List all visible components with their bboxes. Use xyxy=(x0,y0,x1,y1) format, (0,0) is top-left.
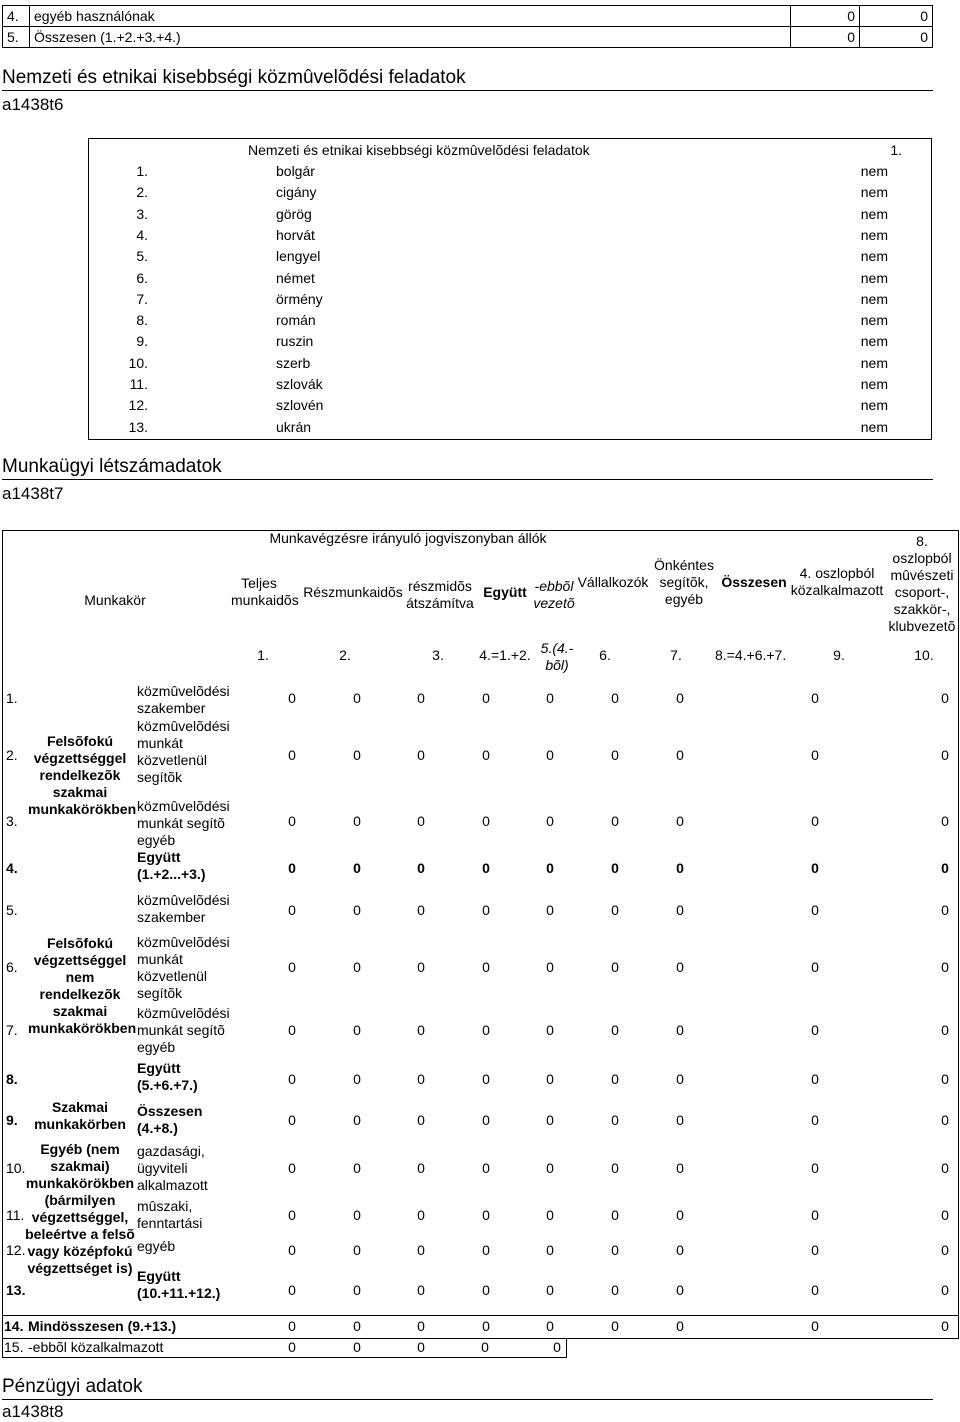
cell-value: 0 xyxy=(353,1318,361,1334)
column-number: 9. xyxy=(833,647,845,663)
table-row xyxy=(3,6,933,27)
row-value: nem xyxy=(860,248,888,265)
row-number: 4. xyxy=(3,6,30,27)
cell-value: 0 xyxy=(417,689,425,706)
cell-value: 0 xyxy=(941,1242,949,1258)
cell-value: 0 xyxy=(353,1021,361,1038)
group-label-professional: Szakmai munkakörben xyxy=(34,1099,126,1132)
row-label: görög xyxy=(276,205,312,222)
cell-value: 0 xyxy=(417,1021,425,1038)
row-label: ruszin xyxy=(276,333,314,350)
cell-value: 0 xyxy=(941,902,949,918)
cell-value: 0 xyxy=(811,1112,819,1128)
col-header-leader: -ebbõl vezetõ xyxy=(533,578,575,611)
row-number: 8. xyxy=(6,1070,18,1087)
cell-value: 0 xyxy=(941,1159,949,1176)
cell-value: 0 xyxy=(417,1159,425,1176)
cell-value: 0 xyxy=(676,1112,684,1128)
row-label: egyéb használónak xyxy=(30,6,791,27)
cell-value: 0 xyxy=(941,859,949,876)
cell-value: 0 xyxy=(811,1159,819,1176)
row-number: 3. xyxy=(136,205,148,222)
row-number: 2. xyxy=(136,184,148,201)
row-label: német xyxy=(276,269,315,286)
cell-value: 0 xyxy=(941,747,949,763)
cell-value: 0 xyxy=(353,902,361,918)
cell-value: 0 xyxy=(811,1070,819,1087)
table-row xyxy=(3,27,933,48)
cell-value: 0 xyxy=(611,902,619,918)
row-label: horvát xyxy=(276,226,315,243)
cell-value: 0 xyxy=(611,747,619,763)
cell-value: 0 xyxy=(288,1281,296,1298)
row-label: szlovén xyxy=(276,397,324,414)
cell-value: 0 xyxy=(417,859,425,876)
column-number: 7. xyxy=(670,647,682,663)
cell-value: 0 xyxy=(811,902,819,918)
cell-value: 0 xyxy=(611,1070,619,1087)
row-number: 2. xyxy=(6,747,18,763)
cell-value: 0 xyxy=(353,1339,361,1355)
row-value: nem xyxy=(860,397,888,414)
top-summary-table xyxy=(2,5,933,48)
cell-value: 0 xyxy=(941,1318,949,1334)
cell-value: 0 xyxy=(546,812,554,829)
row-number: 1. xyxy=(6,689,18,706)
cell-value: 0 xyxy=(417,1112,425,1128)
section-rule xyxy=(2,90,933,91)
cell-value: 0 xyxy=(941,1070,949,1087)
cell-value: 0 xyxy=(288,902,296,918)
section-code: a1438t6 xyxy=(2,95,64,114)
cell-value: 0 xyxy=(811,1021,819,1038)
row-label: bolgár xyxy=(276,163,315,179)
row-number: 5. xyxy=(6,902,18,918)
col-header-contractors: Vállalkozók xyxy=(577,574,649,590)
row-value: nem xyxy=(860,418,888,435)
row-label: cigány xyxy=(276,184,317,201)
cell-value: 0 xyxy=(482,859,490,876)
row-number: 1. xyxy=(136,163,148,179)
cell-value: 0 xyxy=(941,1281,949,1298)
cell-value: 0 xyxy=(676,958,684,975)
row-number: 6. xyxy=(136,269,148,286)
row-number: 6. xyxy=(6,958,18,975)
cell-value: 0 xyxy=(417,1281,425,1298)
cell-value: 0 xyxy=(482,1021,490,1038)
section-code: a1438t7 xyxy=(2,484,64,503)
row-value: nem xyxy=(860,354,888,371)
table-border xyxy=(566,1338,567,1358)
cell-value: 0 xyxy=(482,1159,490,1176)
cell-value: 0 xyxy=(546,747,554,763)
cell-value: 0 xyxy=(791,27,860,48)
section-code: a1438t8 xyxy=(2,1402,64,1421)
table-border xyxy=(2,1357,567,1358)
group-label-other: Egyéb (nem szakmai) munkakörökben (bármilyen végzettséggel, beleértve a felsõ vagy középfokú végzettséget is) xyxy=(25,1141,135,1276)
cell-value: 0 xyxy=(353,1242,361,1258)
col-header-volunteers: Önkéntes segítõk, egyéb xyxy=(654,557,714,607)
cell-value: 0 xyxy=(353,747,361,763)
cell-value: 0 xyxy=(482,747,490,763)
cell-value: 0 xyxy=(417,958,425,975)
cell-value: 0 xyxy=(611,812,619,829)
row-number: 3. xyxy=(6,812,18,829)
cell-value: 0 xyxy=(482,1318,490,1334)
row-number: 13. xyxy=(128,418,148,435)
cell-value: 0 xyxy=(546,902,554,918)
row-label: Mindösszesen (9.+13.) xyxy=(28,1318,177,1334)
row-number: 12. xyxy=(128,397,148,414)
col-header-together: Együtt xyxy=(483,584,527,600)
row-value: nem xyxy=(860,205,888,222)
cell-value: 0 xyxy=(611,1112,619,1128)
row-label: Együtt (5.+6.+7.) xyxy=(137,1060,198,1093)
col-header-converted: részmidõs átszámítva xyxy=(406,578,474,611)
row-number: 4. xyxy=(136,226,148,243)
table-border xyxy=(2,530,3,1358)
row-number: 9. xyxy=(136,333,148,350)
row-label: örmény xyxy=(276,290,323,307)
row-number: 10. xyxy=(6,1159,26,1176)
cell-value: 0 xyxy=(811,812,819,829)
cell-value: 0 xyxy=(288,958,296,975)
cell-value: 0 xyxy=(546,958,554,975)
cell-value: 0 xyxy=(941,958,949,975)
section-title: Pénzügyi adatok xyxy=(2,1376,143,1397)
table-border xyxy=(88,439,932,440)
cell-value: 0 xyxy=(353,1159,361,1176)
row-label: szerb xyxy=(276,354,311,371)
cell-value: 0 xyxy=(811,689,819,706)
row-label: közmûvelõdési munkát közvetlenül segítõk xyxy=(137,934,230,1001)
cell-value: 0 xyxy=(288,689,296,706)
cell-value: 0 xyxy=(288,1070,296,1087)
cell-value: 0 xyxy=(288,1159,296,1176)
row-number: 7. xyxy=(6,1021,18,1038)
cell-value: 0 xyxy=(417,747,425,763)
row-value: nem xyxy=(860,333,888,350)
cell-value: 0 xyxy=(417,1318,425,1334)
row-value: nem xyxy=(860,312,888,329)
cell-value: 0 xyxy=(676,1242,684,1258)
row-value: nem xyxy=(860,269,888,286)
table-border xyxy=(88,138,931,139)
row-value: nem xyxy=(860,226,888,243)
row-label: egyéb xyxy=(137,1238,176,1254)
cell-value: 0 xyxy=(288,859,296,876)
row-number: 7. xyxy=(136,290,148,307)
column-number: 1. xyxy=(257,647,269,663)
cell-value: 0 xyxy=(811,747,819,763)
row-label: Együtt (10.+11.+12.) xyxy=(137,1268,221,1301)
cell-value: 0 xyxy=(611,689,619,706)
cell-value: 0 xyxy=(482,958,490,975)
cell-value: 0 xyxy=(611,859,619,876)
row-number: 9. xyxy=(6,1112,18,1128)
cell-value: 0 xyxy=(941,1021,949,1038)
cell-value: 0 xyxy=(941,812,949,829)
cell-value: 0 xyxy=(941,689,949,706)
cell-value: 0 xyxy=(288,747,296,763)
cell-value: 0 xyxy=(417,1207,425,1223)
munkakor-header: Munkakör xyxy=(84,592,146,608)
cell-value: 0 xyxy=(811,1242,819,1258)
table-border xyxy=(2,1315,959,1316)
col-header-total: Összesen xyxy=(721,574,787,590)
row-number: 11. xyxy=(129,376,148,392)
cell-value: 0 xyxy=(417,1339,425,1355)
cell-value: 0 xyxy=(676,747,684,763)
row-label: közmûvelõdési munkát segítõ egyéb xyxy=(137,798,230,848)
cell-value: 0 xyxy=(676,1281,684,1298)
cell-value: 0 xyxy=(417,902,425,918)
row-label: román xyxy=(276,312,316,329)
cell-value: 0 xyxy=(288,1207,296,1223)
cell-value: 0 xyxy=(811,1318,819,1334)
row-number: 5. xyxy=(136,248,148,265)
cell-value: 0 xyxy=(353,1070,361,1087)
cell-value: 0 xyxy=(482,1207,490,1223)
cell-value: 0 xyxy=(288,1318,296,1334)
row-value: nem xyxy=(860,163,888,179)
cell-value: 0 xyxy=(676,1070,684,1087)
cell-value: 0 xyxy=(676,859,684,876)
table-border xyxy=(958,530,959,1338)
cell-value: 0 xyxy=(611,1021,619,1038)
row-label: lengyel xyxy=(276,248,321,265)
row-label: Összesen (4.+8.) xyxy=(137,1103,203,1136)
cell-value: 0 xyxy=(288,1242,296,1258)
cell-value: 0 xyxy=(546,689,554,706)
cell-value: 0 xyxy=(611,1242,619,1258)
row-number: 15. xyxy=(4,1339,24,1355)
cell-value: 0 xyxy=(353,812,361,829)
cell-value: 0 xyxy=(546,1112,554,1128)
cell-value: 0 xyxy=(941,1207,949,1223)
column-number: 3. xyxy=(432,647,444,663)
cell-value: 0 xyxy=(353,1207,361,1223)
cell-value: 0 xyxy=(482,1112,490,1128)
cell-value: 0 xyxy=(482,689,490,706)
cell-value: 0 xyxy=(482,902,490,918)
column-number: 10. xyxy=(914,647,934,663)
column-number: 1. xyxy=(890,142,902,158)
cell-value: 0 xyxy=(546,1021,554,1038)
group-label-higher-ed: Felsõfokú végzettséggel rendelkezõk szakmai munkakörökben xyxy=(28,733,137,817)
cell-value: 0 xyxy=(546,1242,554,1258)
cell-value: 0 xyxy=(288,1112,296,1128)
cell-value: 0 xyxy=(546,859,554,876)
section-title: Nemzeti és etnikai kisebbségi közmûvelõdési feladatok xyxy=(2,67,466,88)
row-value: nem xyxy=(860,376,888,392)
column-number: 6. xyxy=(599,647,611,663)
cell-value: 0 xyxy=(860,6,933,27)
group-header: Munkavégzésre irányuló jogviszonyban állók xyxy=(269,530,547,546)
cell-value: 0 xyxy=(676,1159,684,1176)
cell-value: 0 xyxy=(288,1021,296,1038)
cell-value: 0 xyxy=(811,1281,819,1298)
table-border xyxy=(88,138,89,439)
column-number: 5.(4.-bõl) xyxy=(540,640,574,673)
cell-value: 0 xyxy=(353,1112,361,1128)
cell-value: 0 xyxy=(417,1070,425,1087)
row-number: 13. xyxy=(6,1281,26,1298)
cell-value: 0 xyxy=(676,812,684,829)
section-rule xyxy=(2,479,933,480)
col-header-full-time: Teljes munkaidõs xyxy=(231,575,299,608)
cell-value: 0 xyxy=(546,1281,554,1298)
cell-value: 0 xyxy=(546,1318,554,1334)
cell-value: 0 xyxy=(482,1242,490,1258)
row-label: közmûvelõdési szakember xyxy=(137,683,230,716)
row-label: közmûvelõdési munkát segítõ egyéb xyxy=(137,1005,230,1055)
cell-value: 0 xyxy=(481,1339,489,1355)
cell-value: 0 xyxy=(811,859,819,876)
row-number: 14. xyxy=(4,1318,24,1334)
column-number: 2. xyxy=(339,647,351,663)
row-label: mûszaki, fenntartási xyxy=(137,1198,203,1231)
row-number: 10. xyxy=(128,354,148,371)
row-label: -ebbõl közalkalmazott xyxy=(28,1339,164,1355)
row-number: 12. xyxy=(6,1242,26,1258)
cell-value: 0 xyxy=(353,859,361,876)
cell-value: 0 xyxy=(676,1021,684,1038)
cell-value: 0 xyxy=(417,812,425,829)
cell-value: 0 xyxy=(860,27,933,48)
table-border xyxy=(931,138,932,439)
row-label: gazdasági, ügyviteli alkalmazott xyxy=(137,1143,208,1193)
group-label-no-higher-ed: Felsõfokú végzettséggel nem rendelkezõk szakmai munkakörökben xyxy=(28,935,137,1036)
cell-value: 0 xyxy=(611,1318,619,1334)
column-number: 4.=1.+2. xyxy=(479,647,531,663)
cell-value: 0 xyxy=(288,812,296,829)
cell-value: 0 xyxy=(611,958,619,975)
column-number: 8.=4.+6.+7. xyxy=(715,647,787,663)
row-label: Összesen (1.+2.+3.+4.) xyxy=(30,27,791,48)
cell-value: 0 xyxy=(611,1159,619,1176)
section-rule xyxy=(2,1399,933,1400)
cell-value: 0 xyxy=(791,6,860,27)
cell-value: 0 xyxy=(941,1112,949,1128)
row-label: közmûvelõdési szakember xyxy=(137,892,230,925)
row-label: közmûvelõdési munkát közvetlenül segítõk xyxy=(137,718,230,785)
cell-value: 0 xyxy=(611,1281,619,1298)
cell-value: 0 xyxy=(482,1070,490,1087)
col-header-part-time: Részmunkaidõs xyxy=(303,584,403,600)
row-number: 11. xyxy=(6,1207,25,1223)
row-number: 4. xyxy=(6,859,18,876)
cell-value: 0 xyxy=(353,689,361,706)
section-title: Munkaügyi létszámadatok xyxy=(2,456,222,477)
row-number: 8. xyxy=(136,312,148,329)
row-value: nem xyxy=(860,290,888,307)
cell-value: 0 xyxy=(482,1281,490,1298)
cell-value: 0 xyxy=(546,1207,554,1223)
cell-value: 0 xyxy=(353,1281,361,1298)
column-header: Nemzeti és etnikai kisebbségi közmûvelõdési feladatok xyxy=(248,142,590,158)
col-header-public-employee: 4. oszlopból közalkalmazott xyxy=(790,565,884,598)
cell-value: 0 xyxy=(417,1242,425,1258)
cell-value: 0 xyxy=(676,902,684,918)
cell-value: 0 xyxy=(546,1070,554,1087)
col-header-art-group-leader: 8. oszlopból mûvészeti csoport-, szakkör-, klubvezetõ xyxy=(888,533,956,634)
cell-value: 0 xyxy=(611,1207,619,1223)
row-label: Együtt (1.+2...+3.) xyxy=(137,849,206,882)
cell-value: 0 xyxy=(811,958,819,975)
cell-value: 0 xyxy=(482,812,490,829)
cell-value: 0 xyxy=(546,1159,554,1176)
cell-value: 0 xyxy=(353,958,361,975)
row-label: ukrán xyxy=(276,418,312,435)
row-number: 5. xyxy=(3,27,30,48)
cell-value: 0 xyxy=(676,689,684,706)
cell-value: 0 xyxy=(676,1318,684,1334)
cell-value: 0 xyxy=(811,1207,819,1223)
cell-value: 0 xyxy=(676,1207,684,1223)
cell-value: 0 xyxy=(288,1339,296,1355)
row-value: nem xyxy=(860,184,888,201)
row-label: szlovák xyxy=(276,376,323,392)
cell-value: 0 xyxy=(553,1339,561,1355)
